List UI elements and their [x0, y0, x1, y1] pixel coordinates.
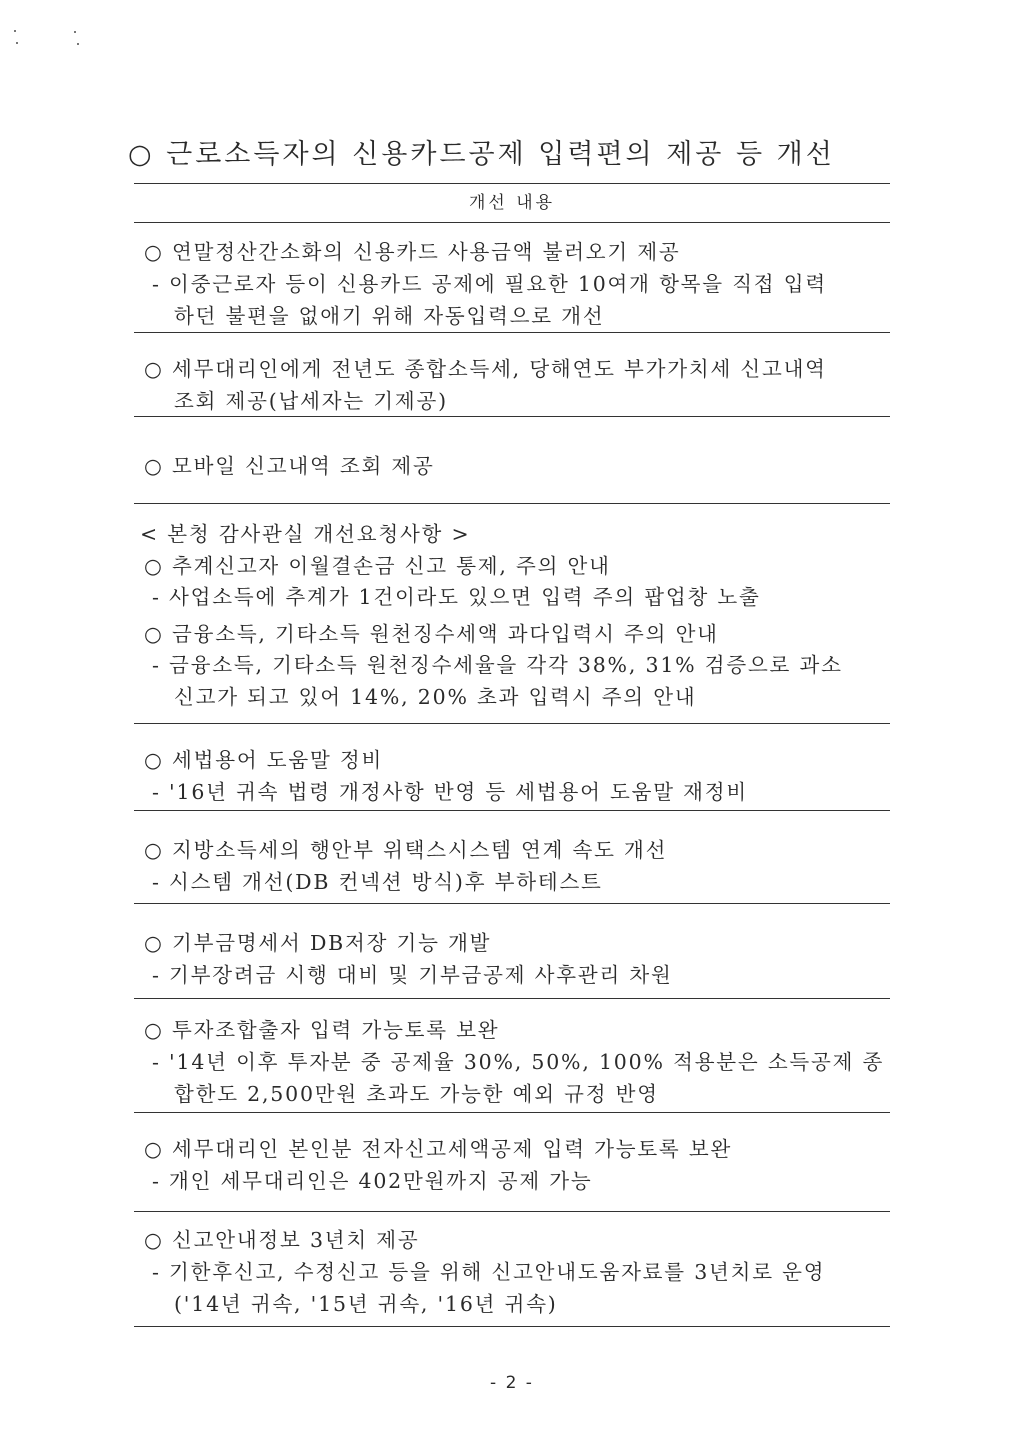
improvement-section: [134, 724, 890, 811]
improvement-section: [134, 223, 890, 333]
continuation-text: 조회 제공(납세자는 기제공): [174, 389, 448, 413]
table-body: [134, 223, 890, 1327]
detail-item: - 이중근로자 등이 신용카드 공제에 필요한 10여개 항목을 직접 입력: [152, 272, 827, 296]
continuation-text: ('14년 귀속, '15년 귀속, '16년 귀속): [174, 1292, 558, 1316]
detail-item: - 개인 세무대리인은 402만원까지 공제 가능: [152, 1169, 593, 1193]
continuation-text: 하던 불편을 없애기 위해 자동입력으로 개선: [174, 304, 605, 328]
bullet-item: ○ 모바일 신고내역 조회 제공: [144, 454, 435, 478]
improvement-table: [134, 183, 890, 1327]
bullet-item: ○ 연말정산간소화의 신용카드 사용금액 불러오기 제공: [144, 240, 681, 264]
bullet-item: ○ 금융소득, 기타소득 원천징수세액 과다입력시 주의 안내: [144, 622, 719, 646]
detail-item: - '14년 이후 투자분 중 공제율 30%, 50%, 100% 적용분은 소득공제 종: [152, 1050, 885, 1074]
bullet-item: ○ 신고안내정보 3년치 제공: [144, 1228, 420, 1252]
detail-item: - 사업소득에 추계가 1건이라도 있으면 입력 주의 팝업창 노출: [152, 585, 761, 609]
improvement-section: [134, 999, 890, 1113]
detail-item: - 기한후신고, 수정신고 등을 위해 신고안내도움자료를 3년치로 운영: [152, 1260, 826, 1284]
continuation-text: 합한도 2,500만원 초과도 가능한 예외 규정 반영: [174, 1082, 659, 1106]
improvement-section: [134, 504, 890, 724]
bullet-item: ○ 지방소득세의 행안부 위택스시스템 연계 속도 개선: [144, 838, 668, 862]
improvement-section: [134, 417, 890, 504]
page-heading: ○ 근로소득자의 신용카드공제 입력편의 제공 등 개선: [128, 139, 835, 170]
detail-item: - '16년 귀속 법령 개정사항 반영 등 세법용어 도움말 재정비: [152, 780, 748, 804]
improvement-section: [134, 333, 890, 417]
bullet-item: ○ 추계신고자 이월결손금 신고 통제, 주의 안내: [144, 554, 611, 578]
improvement-section: [134, 904, 890, 999]
scan-speck: [14, 30, 16, 32]
bullet-item: ○ 세법용어 도움말 정비: [144, 748, 384, 772]
improvement-section: [134, 811, 890, 904]
scan-speck: [74, 31, 76, 33]
detail-item: - 시스템 개선(DB 컨넥션 방식)후 부하테스트: [152, 870, 603, 894]
bullet-item: ○ 세무대리인에게 전년도 종합소득세, 당해연도 부가가치세 신고내역: [144, 357, 827, 381]
improvement-section: [134, 1212, 890, 1327]
table-header: 개선 내용: [134, 183, 890, 223]
scan-speck: [77, 43, 79, 45]
continuation-text: 신고가 되고 있어 14%, 20% 초과 입력시 주의 안내: [174, 685, 697, 709]
section-note: < 본청 감사관실 개선요청사항 >: [140, 522, 471, 546]
bullet-item: ○ 투자조합출자 입력 가능토록 보완: [144, 1018, 500, 1042]
bullet-item: ○ 세무대리인 본인분 전자신고세액공제 입력 가능토록 보완: [144, 1137, 733, 1161]
bullet-item: ○ 기부금명세서 DB저장 기능 개발: [144, 931, 492, 955]
scan-speck: [16, 42, 18, 44]
detail-item: - 금융소득, 기타소득 원천징수세율을 각각 38%, 31% 검증으로 과소: [152, 653, 843, 677]
page-number: - 2 -: [490, 1373, 534, 1393]
improvement-section: [134, 1113, 890, 1212]
detail-item: - 기부장려금 시행 대비 및 기부금공제 사후관리 차원: [152, 963, 673, 987]
